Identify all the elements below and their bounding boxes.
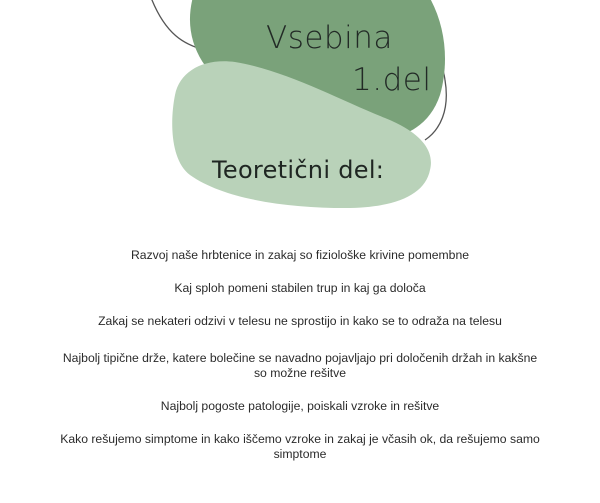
- title-line-2: 1.del: [352, 62, 432, 98]
- title-line-1: Vsebina: [266, 20, 393, 56]
- list-item: Kako rešujemo simptome in kako iščemo vzroke in zakaj je včasih ok, da rešujemo samo simptome: [60, 432, 540, 461]
- section-subheading: Teoretični del:: [212, 156, 385, 184]
- list-item: Najbolj pogoste patologije, poiskali vzroke in rešitve: [160, 399, 440, 413]
- list-item: Razvoj naše hrbtenice in zakaj so fiziološke krivine pomembne: [130, 248, 470, 262]
- topic-list: [60, 248, 540, 480]
- list-item: Kaj sploh pomeni stabilen trup in kaj ga določa: [174, 281, 426, 295]
- list-item: Najbolj tipične drže, katere bolečine se navadno pojavljajo pri določenih držah in kakšne so možne rešitve: [62, 351, 538, 380]
- list-item: Zakaj se nekateri odzivi v telesu ne sprostijo in kako se to odraža na telesu: [98, 314, 502, 328]
